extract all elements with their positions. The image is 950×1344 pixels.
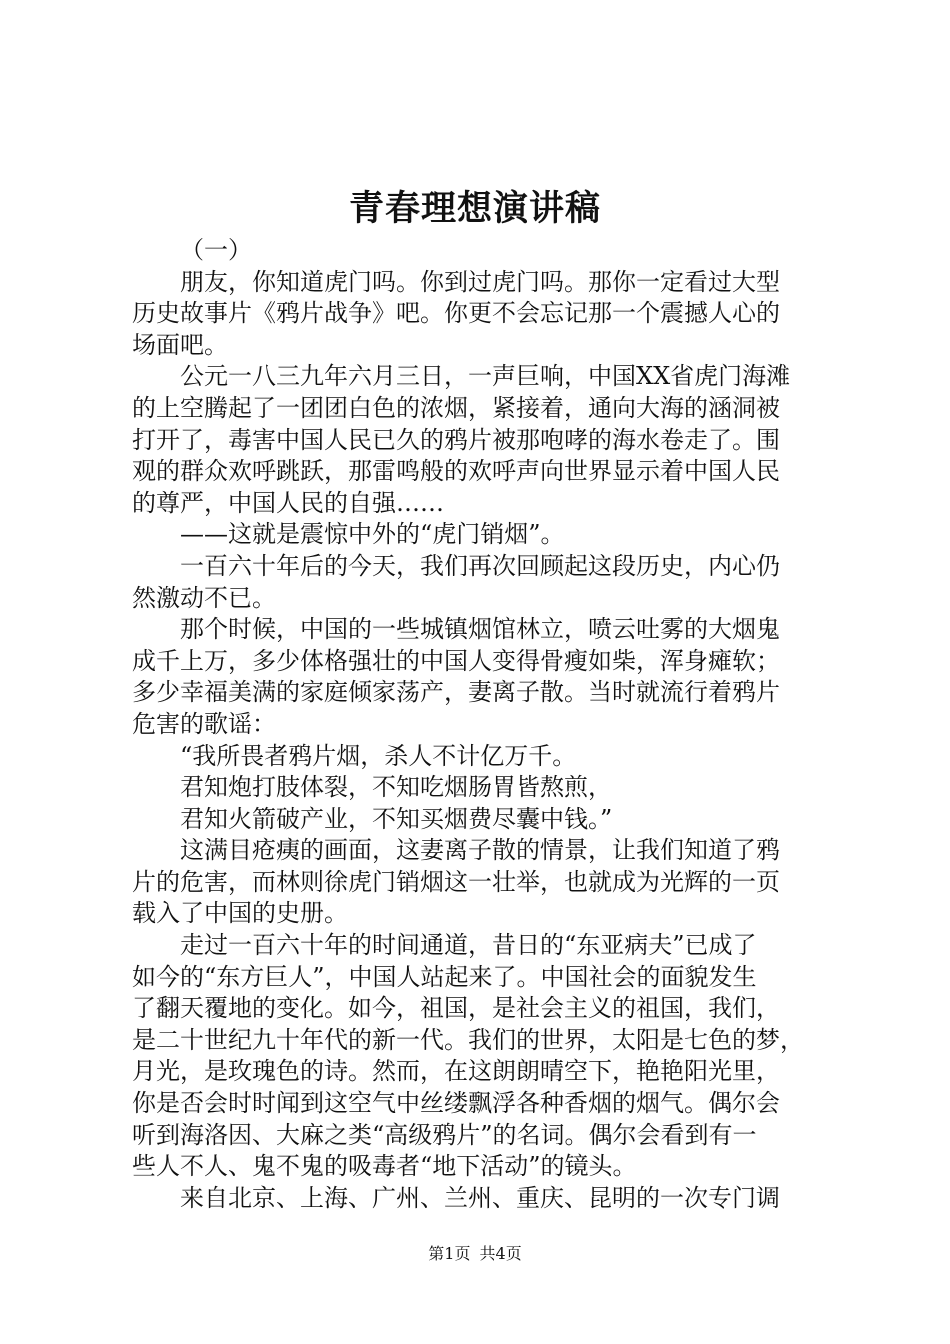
paragraph: 朋友，你知道虎门吗。你到过虎门吗。那你一定看过大型 历史故事片《鸦片战争》吧。你更不会忘记那一个震撼人心的 场面吧。 xyxy=(132,267,780,359)
paragraph: 走过一百六十年的时间通道，昔日的“东亚病夫”已成了 如今的“东方巨人”，中国人站起来了。中国社会的面貌发生 了翻天覆地的变化。如今，祖国，是社会主义的祖国，我们， 是二十世纪九十年代的新一代。我们的世界，太阳是七色的梦， 月光，是玫瑰色的诗。然而，在这朗朗晴空下，艳艳阳光里， 你是否会时时闻到这空气中丝缕飘浮各种香烟的烟气。偶尔会 听到海洛因、大麻之类“高级鸦片”的名词。偶尔会看到有一 些人不人、鬼不鬼的吸毒者“地下活动”的镜头。 xyxy=(132,931,804,1181)
paragraph: ——这就是震惊中外的“虎门销烟”。 xyxy=(180,520,565,549)
paragraph: 一百六十年后的今天，我们再次回顾起这段历史，内心仍 然激动不已。 xyxy=(132,551,780,612)
section-marker: （一） xyxy=(180,236,252,264)
poem-line: “我所畏者鸦片烟，杀人不计亿万千。 xyxy=(180,741,577,770)
paragraph: 公元一八三九年六月三日，一声巨响，中国XX省虎门海滩 的上空腾起了一团团白色的浓烟，紧接着，通向大海的涵洞被 打开了，毒害中国人民已久的鸦片被那咆哮的海水卷走了。围 观的群众欢呼跳跃，那雷鸣般的欢呼声向世界显示着中国人民 的尊严，中国人民的自强…… xyxy=(132,362,791,517)
poem-line: 君知炮打肢体裂，不知吃烟肠胃皆熬煎， xyxy=(180,773,612,802)
page-number: 第1页 xyxy=(428,1244,471,1263)
page-title: 青春理想演讲稿 xyxy=(348,188,601,229)
poem-line: 君知火箭破产业，不知买烟费尽囊中钱。” xyxy=(180,804,613,833)
paragraph: 那个时候，中国的一些城镇烟馆林立，喷云吐雾的大烟鬼 成千上万，多少体格强壮的中国人变得骨瘦如柴，浑身瘫软； 多少幸福美满的家庭倾家荡产，妻离子散。当时就流行着鸦片 危害的歌谣： xyxy=(132,615,780,738)
paragraph: 来自北京、上海、广州、兰州、重庆、昆明的一次专门调 xyxy=(180,1183,780,1212)
document-body xyxy=(132,235,832,1214)
paragraph: 这满目疮痍的画面，这妻离子散的情景，让我们知道了鸦 片的危害，而林则徐虎门销烟这一壮举，也就成为光辉的一页 载入了中国的史册。 xyxy=(132,836,780,928)
page-total: 共4页 xyxy=(479,1244,522,1263)
page-footer xyxy=(0,1244,950,1264)
